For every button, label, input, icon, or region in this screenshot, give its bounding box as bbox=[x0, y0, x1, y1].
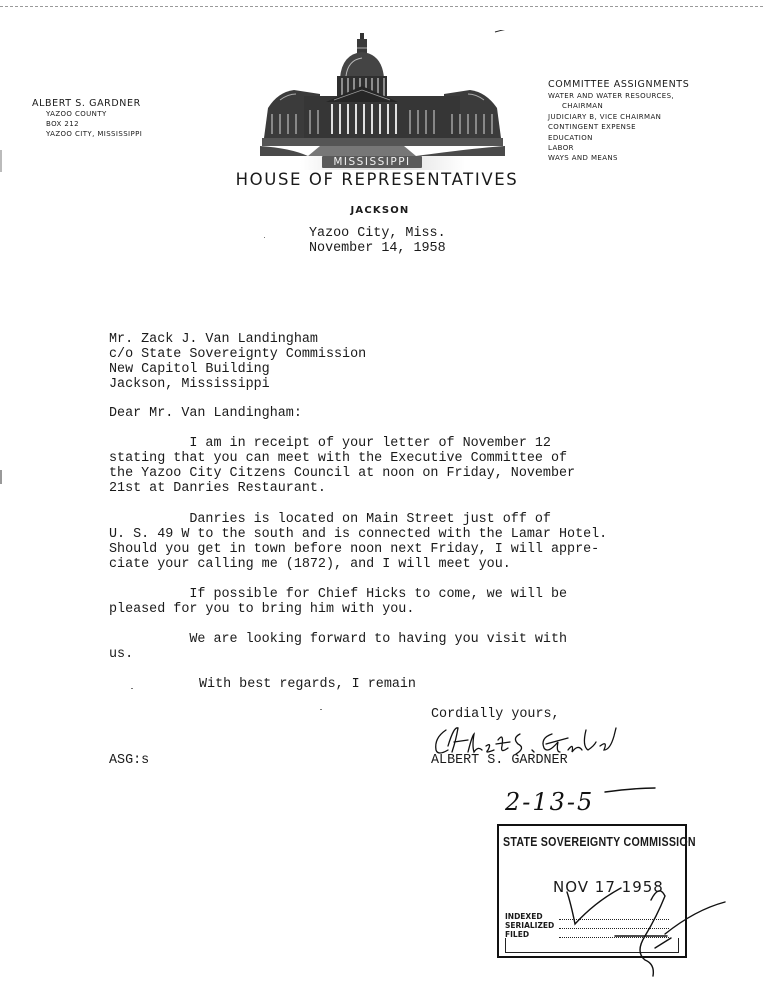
scan-edge-mark bbox=[0, 470, 2, 484]
date-line: Yazoo City, Miss. bbox=[309, 226, 446, 241]
committee-line: EDUCATION bbox=[548, 133, 593, 142]
handwritten-check-marks bbox=[495, 784, 763, 990]
scan-speck bbox=[264, 237, 265, 238]
reference-initials: ASG:s bbox=[109, 753, 150, 768]
body-paragraph-1: I am in receipt of your letter of November 12 stating that you can meet with the Executive Committee of the Yazoo City Citzens Council at noon on Friday, November 21st at Danries Restaurant. bbox=[109, 436, 576, 496]
address-line: New Capitol Building bbox=[109, 362, 270, 377]
complimentary-close: Cordially yours, bbox=[431, 707, 560, 722]
address-line: Jackson, Mississippi bbox=[109, 377, 270, 392]
stamp-date: NOV 17 1958 bbox=[553, 878, 664, 896]
committee-line: WATER AND WATER RESOURCES, bbox=[548, 92, 675, 100]
member-box: BOX 212 bbox=[46, 120, 79, 128]
house-title: HOUSE OF REPRESENTATIVES bbox=[235, 170, 519, 189]
body-paragraph-3: If possible for Chief Hicks to come, we will be pleased for you to bring him with you. bbox=[109, 587, 568, 617]
capitol-building-emblem bbox=[260, 30, 505, 170]
committee-line: CHAIRMAN bbox=[562, 102, 604, 111]
address-line: c/o State Sovereignty Commission bbox=[109, 347, 367, 362]
stamp-tag-indexed: INDEXED bbox=[505, 912, 543, 921]
committee-heading: COMMITTEE ASSIGNMENTS bbox=[548, 79, 690, 90]
member-county: YAZOO COUNTY bbox=[46, 110, 107, 118]
committee-line: JUDICIARY B, VICE CHAIRMAN bbox=[548, 112, 662, 121]
address-line: Mr. Zack J. Van Landingham bbox=[109, 332, 318, 347]
body-paragraph-5: With best regards, I remain bbox=[199, 677, 416, 692]
scan-speck bbox=[320, 709, 322, 710]
letter-date bbox=[309, 226, 446, 256]
scan-speck bbox=[131, 688, 133, 689]
salutation: Dear Mr. Van Landingham: bbox=[109, 406, 302, 421]
member-city: YAZOO CITY, MISSISSIPPI bbox=[46, 130, 143, 138]
stamp-tag-filed: FILED bbox=[505, 930, 530, 939]
emblem-state-label: MISSISSIPPI bbox=[333, 156, 411, 168]
stamp-tag-serialized: SERIALIZED bbox=[505, 921, 555, 930]
committee-line: CONTINGENT EXPENSE bbox=[548, 123, 636, 132]
scan-edge-mark bbox=[0, 150, 2, 172]
page-top-edge bbox=[0, 0, 763, 7]
committee-line: LABOR bbox=[548, 144, 574, 153]
signer-name: ALBERT S. GARDNER bbox=[431, 753, 568, 768]
inside-address bbox=[109, 332, 366, 392]
handwritten-file-number: 2-13-5 bbox=[505, 788, 595, 816]
committee-line: WAYS AND MEANS bbox=[548, 154, 618, 163]
member-name: ALBERT S. GARDNER bbox=[32, 98, 141, 109]
body-paragraph-2: Danries is located on Main Street just off of U. S. 49 W to the south and is connected with the Lamar Hotel. Should you get in town before noon next Friday, I will appre- ciate your calling me (1872), and I will meet you. bbox=[109, 512, 608, 572]
member-info bbox=[32, 99, 142, 139]
body-paragraph-4: We are looking forward to having you visit with us. bbox=[109, 632, 568, 662]
date-line: November 14, 1958 bbox=[309, 241, 446, 256]
committee-assignments bbox=[548, 79, 689, 164]
stamp-title: STATE SOVEREIGNTY COMMISSION bbox=[503, 834, 696, 849]
letterhead-city: JACKSON bbox=[350, 205, 410, 216]
